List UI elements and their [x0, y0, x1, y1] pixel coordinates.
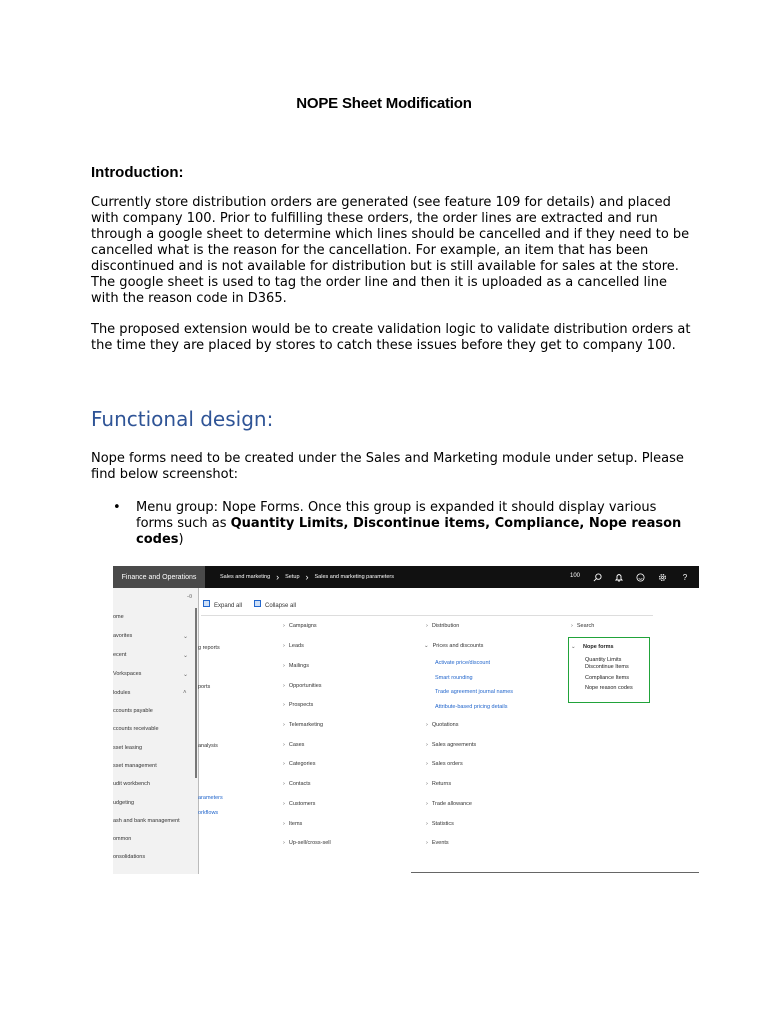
- bottom-divider: [411, 872, 699, 873]
- company-selector[interactable]: 100: [570, 573, 581, 579]
- link-distribution[interactable]: [426, 623, 459, 629]
- nav-item-common[interactable]: ommon: [113, 836, 132, 842]
- chevron-down-icon[interactable]: ⌄: [183, 672, 189, 678]
- chevron-right-icon: ›: [426, 761, 428, 767]
- fragment-parameters-link[interactable]: arameters: [198, 795, 223, 801]
- breadcrumb-setup[interactable]: Setup: [285, 574, 300, 580]
- chevron-right-icon: ›: [305, 571, 309, 582]
- nav-item-cash-and-bank[interactable]: ash and bank management: [113, 818, 180, 824]
- chevron-right-icon: ›: [426, 801, 428, 807]
- bell-icon[interactable]: [613, 570, 625, 584]
- introduction-heading: Introduction:: [91, 164, 184, 181]
- link-trade-allowance[interactable]: [426, 801, 472, 807]
- link-up-sell-cross-sell[interactable]: [283, 840, 331, 846]
- app-name[interactable]: Finance and Operations: [113, 566, 205, 588]
- link-quantity-limits[interactable]: Quantity Limits: [585, 657, 622, 663]
- nav-item-modules[interactable]: lodules: [113, 690, 131, 696]
- link-trade-agreement-journal-names[interactable]: Trade agreement journal names: [435, 689, 514, 695]
- toolbar: [203, 600, 296, 609]
- collapse-all-label: Collapse all: [265, 603, 297, 609]
- link-statistics[interactable]: [426, 821, 454, 827]
- link-label: Events: [431, 840, 449, 846]
- proposal-paragraph: The proposed extension would be to create validation logic to validate distribution orders at the time they are placed by stores to catch these issues before they get to company 100.: [91, 322, 691, 353]
- link-items[interactable]: [283, 821, 302, 827]
- chevron-right-icon: ›: [426, 781, 428, 787]
- bullet-suffix: ): [178, 532, 184, 547]
- chevron-right-icon: ›: [283, 801, 285, 807]
- nav-item-asset-management[interactable]: sset management: [113, 763, 157, 769]
- link-returns[interactable]: [426, 781, 451, 787]
- link-prospects[interactable]: [283, 702, 313, 708]
- expand-icon: [203, 600, 210, 607]
- link-search[interactable]: [571, 623, 594, 629]
- pane-divider: [198, 588, 199, 874]
- chevron-down-icon[interactable]: ⌄: [183, 653, 189, 659]
- link-telemarketing[interactable]: [283, 722, 323, 728]
- nav-item-audit-workbench[interactable]: udit workbench: [113, 781, 150, 787]
- collapse-icon: [254, 600, 261, 607]
- link-quotations[interactable]: [426, 722, 458, 728]
- link-campaigns[interactable]: [283, 623, 317, 629]
- nav-item-home[interactable]: ome: [113, 614, 124, 620]
- toolbar-divider: [201, 615, 653, 616]
- fragment-reports[interactable]: g reports: [198, 645, 220, 651]
- link-sales-agreements[interactable]: [426, 742, 476, 748]
- link-events[interactable]: [426, 840, 449, 846]
- link-discontinue-items[interactable]: Discontinue Items: [585, 664, 629, 670]
- link-label: Quotations: [431, 722, 459, 728]
- nav-item-recent[interactable]: ecent: [113, 652, 127, 658]
- collapse-all-button[interactable]: [254, 600, 296, 609]
- nav-item-consolidations[interactable]: onsolidations: [113, 854, 146, 860]
- chevron-right-icon: ›: [283, 643, 285, 649]
- link-label: Sales agreements: [431, 742, 477, 748]
- left-navigation-pane: [113, 588, 198, 874]
- link-mailings[interactable]: [283, 663, 309, 669]
- link-sales-orders[interactable]: [426, 761, 463, 767]
- link-label: Search: [576, 623, 595, 629]
- link-label: Mailings: [288, 663, 310, 669]
- link-label: Customers: [288, 801, 316, 807]
- link-categories[interactable]: [283, 761, 315, 767]
- bullet-item: [136, 500, 696, 548]
- link-compliance-items[interactable]: Compliance Items: [585, 675, 630, 681]
- gear-icon[interactable]: [656, 570, 668, 584]
- chevron-up-icon[interactable]: ˄: [183, 690, 187, 696]
- introduction-paragraph: Currently store distribution orders are generated (see feature 109 for details) and placed with company 100. Prior to fulfilling these orders, the order lines are extracted and run through a google sheet to determine which lines should be cancelled and if they need to be cancelled what is the reason for the cancellation. For example, an item that has been discontinued and is not available for distribution but is still available for sales at the store. The google sheet is used to tag the order line and then it is uploaded as a cancelled line with the reason code in D365.: [91, 195, 690, 306]
- breadcrumb-sales-and-marketing[interactable]: Sales and marketing: [220, 574, 271, 580]
- link-label: Prices and discounts: [432, 643, 484, 649]
- link-label: Leads: [288, 643, 304, 649]
- link-label: Up-sell/cross-sell: [288, 840, 331, 846]
- nav-item-workspaces[interactable]: Vorkspaces: [113, 671, 142, 677]
- fragment-ports[interactable]: ports: [198, 684, 211, 690]
- chevron-right-icon: ›: [283, 702, 285, 708]
- link-label: Sales orders: [431, 761, 463, 767]
- nav-item-favorites[interactable]: avorites: [113, 633, 133, 639]
- chevron-right-icon: ›: [426, 722, 428, 728]
- chevron-right-icon: ›: [283, 821, 285, 827]
- group-prices-and-discounts[interactable]: [424, 643, 483, 649]
- bullet-prefix: Menu group: Nope Forms. Once this group is expanded it should display various forms such as: [136, 500, 657, 531]
- link-label: Statistics: [431, 821, 454, 827]
- chevron-right-icon: ›: [426, 821, 428, 827]
- chevron-down-icon: ⌄: [424, 643, 429, 649]
- link-label: Trade allowance: [431, 801, 472, 807]
- fragment-analysis[interactable]: analysis: [198, 743, 218, 749]
- document-title: NOPE Sheet Modification: [296, 95, 472, 112]
- top-navigation-bar: [113, 566, 699, 588]
- search-icon[interactable]: [591, 570, 603, 584]
- link-leads[interactable]: [283, 643, 304, 649]
- expand-all-button[interactable]: [203, 600, 242, 609]
- link-label: Campaigns: [288, 623, 317, 629]
- chevron-right-icon: ›: [283, 623, 285, 629]
- link-label: Prospects: [288, 702, 314, 708]
- link-label: Opportunities: [288, 683, 322, 689]
- nav-item-asset-leasing[interactable]: sset leasing: [113, 745, 143, 751]
- link-label: Distribution: [431, 623, 460, 629]
- link-opportunities[interactable]: [283, 683, 322, 689]
- link-activate-price-discount[interactable]: Activate price/discount: [435, 660, 491, 666]
- functional-design-heading: Functional design:: [91, 407, 274, 431]
- chevron-right-icon: ›: [283, 663, 285, 669]
- bullet-bold-forms: Quantity Limits, Discontinue items, Compliance, Nope reason codes: [136, 516, 682, 547]
- chevron-right-icon: ›: [426, 742, 428, 748]
- link-contacts[interactable]: [283, 781, 311, 787]
- chevron-right-icon: ›: [283, 840, 285, 846]
- chevron-right-icon: ›: [426, 840, 428, 846]
- chevron-right-icon: ›: [283, 761, 285, 767]
- breadcrumb-parameters[interactable]: Sales and marketing parameters: [314, 574, 394, 580]
- nav-scrollbar[interactable]: [195, 608, 197, 778]
- nav-item-budgeting[interactable]: udgeting: [113, 800, 135, 806]
- group-nope-forms[interactable]: Nope forms: [583, 644, 614, 650]
- chevron-down-icon[interactable]: ⌄: [571, 644, 576, 650]
- link-label: Contacts: [288, 781, 311, 787]
- link-label: Categories: [288, 761, 316, 767]
- help-icon[interactable]: ?: [682, 572, 688, 582]
- functional-design-paragraph: Nope forms need to be created under the Sales and Marketing module under setup. Please find below screenshot:: [91, 451, 684, 482]
- smiley-icon[interactable]: [634, 570, 646, 584]
- nav-item-accounts-payable[interactable]: ccounts payable: [113, 708, 153, 714]
- d365-screenshot: [113, 566, 699, 874]
- nav-item-accounts-receivable[interactable]: ccounts receivable: [113, 726, 159, 732]
- chevron-right-icon: ›: [283, 742, 285, 748]
- chevron-down-icon[interactable]: ⌄: [183, 634, 189, 640]
- link-smart-rounding[interactable]: Smart rounding: [435, 675, 473, 681]
- link-attribute-based-pricing[interactable]: Attribute-based pricing details: [435, 704, 508, 710]
- chevron-right-icon: ›: [283, 683, 285, 689]
- link-label: Telemarketing: [288, 722, 324, 728]
- link-cases[interactable]: [283, 742, 304, 748]
- expand-all-label: Expand all: [214, 603, 243, 609]
- link-nope-reason-codes[interactable]: Nope reason codes: [585, 685, 633, 691]
- link-label: Cases: [288, 742, 305, 748]
- chevron-right-icon: ›: [276, 571, 280, 582]
- chevron-right-icon: ›: [571, 623, 573, 629]
- breadcrumb: [220, 566, 394, 588]
- fragment-workflows-link[interactable]: orkflows: [198, 810, 219, 816]
- chevron-right-icon: ›: [426, 623, 428, 629]
- link-label: Items: [288, 821, 303, 827]
- bullet-marker: •: [113, 500, 121, 515]
- link-label: Returns: [431, 781, 452, 787]
- chevron-right-icon: ›: [283, 722, 285, 728]
- pin-icon[interactable]: -¤: [187, 594, 193, 600]
- chevron-right-icon: ›: [283, 781, 285, 787]
- link-customers[interactable]: [283, 801, 315, 807]
